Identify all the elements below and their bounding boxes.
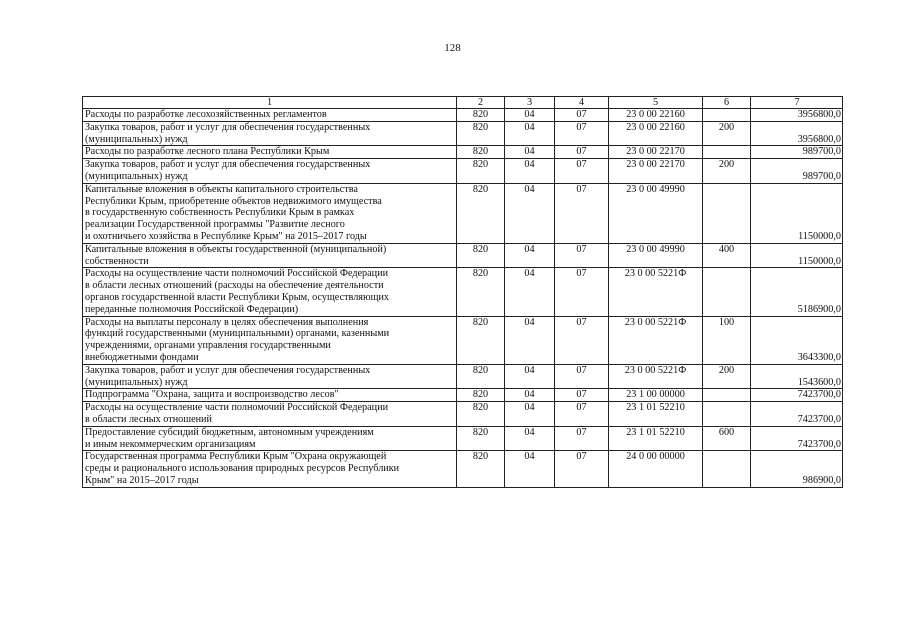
page-number: 128 — [444, 42, 461, 54]
row-description: Капитальные вложения в объекты капитального строительства Республики Крым, приобретение объектов недвижимого имущества в государственную собственность Республики Крым в рамках реализации Государственной программы "Развитие лесного и охотничьего хозяйства в Республике Крым" на 2015–2017 годы — [83, 183, 457, 243]
row-code-section: 04 — [505, 109, 555, 122]
row-code-ministry: 820 — [457, 121, 505, 146]
table-header-row — [83, 97, 843, 109]
row-code-section: 04 — [505, 426, 555, 451]
column-header: 6 — [703, 97, 751, 109]
row-description: Закупка товаров, работ и услуг для обеспечения государственных (муниципальных) нужд — [83, 121, 457, 146]
row-code-target: 23 0 00 49990 — [609, 243, 703, 268]
row-amount: 1150000,0 — [751, 243, 843, 268]
row-amount: 5186900,0 — [751, 268, 843, 316]
row-code-target: 23 0 00 22170 — [609, 159, 703, 184]
row-code-subsection: 07 — [555, 268, 609, 316]
row-code-subsection: 07 — [555, 109, 609, 122]
row-description: Расходы по разработке лесохозяйственных регламентов — [83, 109, 457, 122]
row-amount: 989700,0 — [751, 146, 843, 159]
row-code-expense-type: 100 — [703, 316, 751, 364]
row-code-ministry: 820 — [457, 426, 505, 451]
row-code-section: 04 — [505, 146, 555, 159]
row-code-ministry: 820 — [457, 389, 505, 402]
row-code-subsection: 07 — [555, 159, 609, 184]
row-code-expense-type — [703, 109, 751, 122]
row-amount: 3956800,0 — [751, 109, 843, 122]
table-row — [83, 243, 843, 268]
row-description: Расходы на выплаты персоналу в целях обеспечения выполнения функций государственными (муниципальными) органами, казенными учреждениями, органами управления государственными внебюджетными фондами — [83, 316, 457, 364]
row-code-target: 23 1 01 52210 — [609, 402, 703, 427]
row-code-subsection: 07 — [555, 243, 609, 268]
table-row — [83, 159, 843, 184]
row-code-ministry: 820 — [457, 268, 505, 316]
row-description: Подпрограмма "Охрана, защита и воспроизводство лесов" — [83, 389, 457, 402]
table-row — [83, 146, 843, 159]
row-code-expense-type — [703, 451, 751, 487]
row-description: Государственная программа Республики Крым "Охрана окружающей среды и рационального использования природных ресурсов Республики Крым" на 2015–2017 годы — [83, 451, 457, 487]
row-code-section: 04 — [505, 121, 555, 146]
row-description: Расходы по разработке лесного плана Республики Крым — [83, 146, 457, 159]
row-code-subsection: 07 — [555, 316, 609, 364]
row-code-target: 23 0 00 22160 — [609, 109, 703, 122]
row-code-subsection: 07 — [555, 451, 609, 487]
row-code-section: 04 — [505, 451, 555, 487]
table-row — [83, 268, 843, 316]
row-code-expense-type: 400 — [703, 243, 751, 268]
row-description: Расходы на осуществление части полномочий Российской Федерации в области лесных отношений — [83, 402, 457, 427]
row-code-ministry: 820 — [457, 402, 505, 427]
row-code-section: 04 — [505, 268, 555, 316]
row-code-target: 23 1 01 52210 — [609, 426, 703, 451]
row-code-subsection: 07 — [555, 121, 609, 146]
column-header: 1 — [83, 97, 457, 109]
row-description: Закупка товаров, работ и услуг для обеспечения государственных (муниципальных) нужд — [83, 159, 457, 184]
row-code-target: 23 0 00 5221Ф — [609, 316, 703, 364]
row-code-ministry: 820 — [457, 451, 505, 487]
row-code-ministry: 820 — [457, 146, 505, 159]
table-row — [83, 426, 843, 451]
table-row — [83, 389, 843, 402]
row-code-subsection: 07 — [555, 389, 609, 402]
table-row — [83, 402, 843, 427]
row-code-expense-type — [703, 268, 751, 316]
row-amount: 3956800,0 — [751, 121, 843, 146]
row-code-section: 04 — [505, 389, 555, 402]
column-header: 4 — [555, 97, 609, 109]
row-code-subsection: 07 — [555, 364, 609, 389]
row-code-section: 04 — [505, 243, 555, 268]
row-code-expense-type — [703, 183, 751, 243]
row-description: Капитальные вложения в объекты государственной (муниципальной) собственности — [83, 243, 457, 268]
row-code-ministry: 820 — [457, 159, 505, 184]
row-code-subsection: 07 — [555, 402, 609, 427]
column-header: 2 — [457, 97, 505, 109]
table-row — [83, 183, 843, 243]
table-row — [83, 364, 843, 389]
row-amount: 1150000,0 — [751, 183, 843, 243]
row-code-expense-type — [703, 402, 751, 427]
table-row — [83, 316, 843, 364]
table-row — [83, 121, 843, 146]
row-amount: 989700,0 — [751, 159, 843, 184]
row-code-target: 23 0 00 22170 — [609, 146, 703, 159]
row-code-target: 23 0 00 5221Ф — [609, 364, 703, 389]
row-code-expense-type: 200 — [703, 121, 751, 146]
row-code-target: 23 0 00 22160 — [609, 121, 703, 146]
column-header: 7 — [751, 97, 843, 109]
row-amount: 3643300,0 — [751, 316, 843, 364]
row-code-expense-type: 600 — [703, 426, 751, 451]
budget-table — [82, 96, 843, 488]
row-description: Закупка товаров, работ и услуг для обеспечения государственных (муниципальных) нужд — [83, 364, 457, 389]
row-amount: 7423700,0 — [751, 402, 843, 427]
row-code-target: 23 0 00 5221Ф — [609, 268, 703, 316]
row-description: Расходы на осуществление части полномочий Российской Федерации в области лесных отношений (расходы на обеспечение деятельности органов государственной власти Республики Крым, осуществляющих переданные полномочия Российской Федерации) — [83, 268, 457, 316]
row-code-subsection: 07 — [555, 426, 609, 451]
row-code-ministry: 820 — [457, 364, 505, 389]
row-amount: 7423700,0 — [751, 426, 843, 451]
row-code-section: 04 — [505, 316, 555, 364]
row-code-expense-type: 200 — [703, 159, 751, 184]
row-code-subsection: 07 — [555, 183, 609, 243]
row-code-expense-type — [703, 389, 751, 402]
table-row — [83, 109, 843, 122]
row-code-target: 23 0 00 49990 — [609, 183, 703, 243]
row-code-ministry: 820 — [457, 316, 505, 364]
column-header: 3 — [505, 97, 555, 109]
table-row — [83, 451, 843, 487]
row-code-ministry: 820 — [457, 183, 505, 243]
row-code-expense-type: 200 — [703, 364, 751, 389]
row-code-target: 24 0 00 00000 — [609, 451, 703, 487]
row-amount: 7423700,0 — [751, 389, 843, 402]
row-amount: 986900,0 — [751, 451, 843, 487]
row-amount: 1543600,0 — [751, 364, 843, 389]
row-code-subsection: 07 — [555, 146, 609, 159]
row-code-section: 04 — [505, 159, 555, 184]
row-code-section: 04 — [505, 183, 555, 243]
row-code-section: 04 — [505, 402, 555, 427]
row-code-expense-type — [703, 146, 751, 159]
column-header: 5 — [609, 97, 703, 109]
row-code-ministry: 820 — [457, 109, 505, 122]
row-code-section: 04 — [505, 364, 555, 389]
row-code-ministry: 820 — [457, 243, 505, 268]
row-description: Предоставление субсидий бюджетным, автономным учреждениям и иным некоммерческим организациям — [83, 426, 457, 451]
row-code-target: 23 1 00 00000 — [609, 389, 703, 402]
